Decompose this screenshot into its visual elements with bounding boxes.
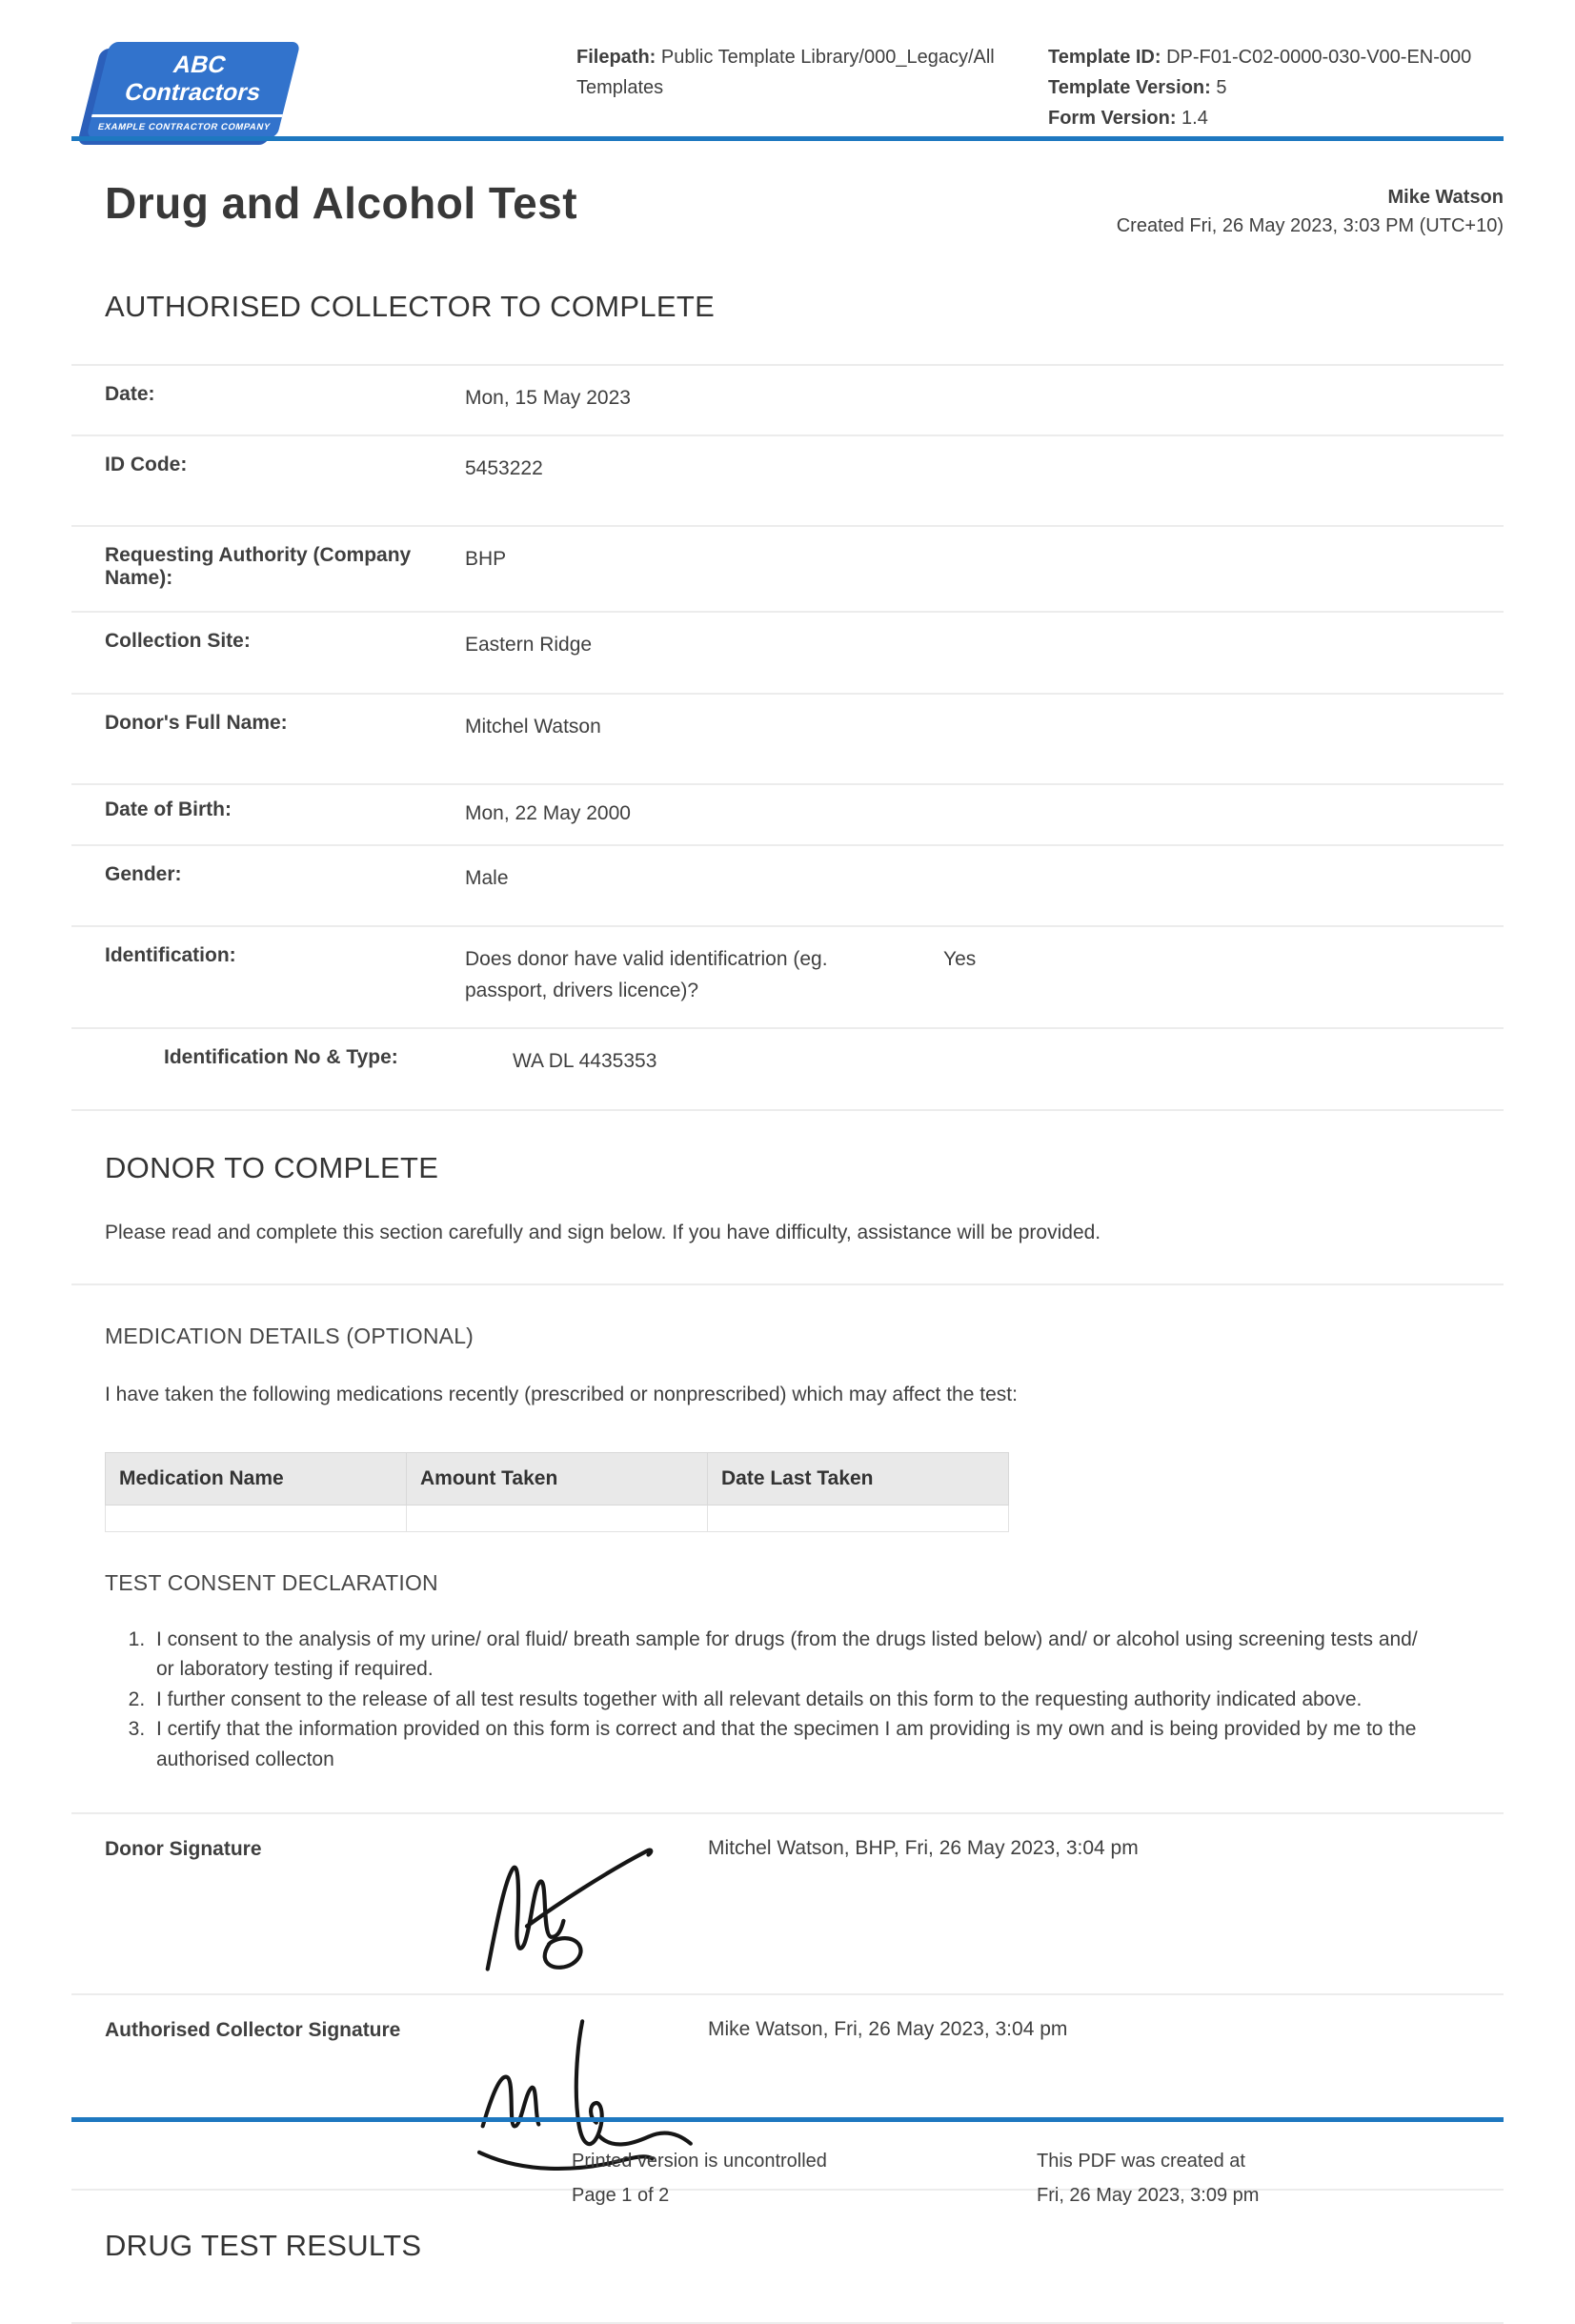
form-version-line <box>1048 103 1471 133</box>
field-row-gender <box>71 844 1504 926</box>
field-value: Mitchel Watson <box>465 715 601 738</box>
field-label: Donor's Full Name: <box>105 711 288 734</box>
footer-uncontrolled-note: Printed version is uncontrolled <box>572 2151 827 2172</box>
medication-table-header: Date Last Taken <box>708 1452 1009 1505</box>
created-timestamp: Created Fri, 26 May 2023, 3:03 PM (UTC+10) <box>1116 215 1504 236</box>
filepath-label: Filepath: <box>576 47 656 68</box>
section-heading-results: DRUG TEST RESULTS <box>105 2229 422 2263</box>
donor-signature-stroke <box>465 1833 675 1976</box>
footer-page-number: Page 1 of 2 <box>572 2185 670 2206</box>
page-title: Drug and Alcohol Test <box>105 178 578 228</box>
field-label: Requesting Authority (Company Name): <box>105 544 412 589</box>
field-label: Identification: <box>105 944 236 966</box>
created-block <box>1117 177 1504 240</box>
medication-block <box>71 1283 1504 1774</box>
medication-table-header: Medication Name <box>106 1452 407 1505</box>
company-logo-badge <box>86 42 300 138</box>
field-value <box>465 944 1504 1006</box>
footer-created-timestamp: Fri, 26 May 2023, 3:09 pm <box>1037 2185 1260 2206</box>
field-value: BHP <box>465 548 507 570</box>
section-heading-collector: AUTHORISED COLLECTOR TO COMPLETE <box>105 290 716 323</box>
field-value: Eastern Ridge <box>465 634 593 656</box>
field-label: Collection Site: <box>105 630 251 652</box>
company-logo-subtitle: EXAMPLE CONTRACTOR COMPANY <box>86 114 282 138</box>
field-row-identification-no <box>71 1027 1504 1109</box>
consent-heading: TEST CONSENT DECLARATION <box>105 1569 438 1595</box>
collector-signature-caption: Mike Watson, Fri, 26 May 2023, 3:04 pm <box>708 2018 1068 2041</box>
date-last-taken-cell <box>708 1505 1009 1531</box>
template-id-line <box>1048 42 1471 72</box>
field-value: Mon, 15 May 2023 <box>465 387 631 409</box>
title-row <box>71 141 1504 240</box>
amount-taken-cell <box>407 1505 708 1531</box>
template-version-value: 5 <box>1216 77 1227 98</box>
medication-name-cell <box>106 1505 407 1531</box>
field-value: Male <box>465 866 509 889</box>
footer-left <box>572 2144 827 2213</box>
template-version-line <box>1048 72 1471 103</box>
filepath-value: Public Template Library/000_Legacy/All Templates <box>576 47 995 98</box>
template-meta <box>1048 42 1471 133</box>
footer-right <box>1037 2144 1259 2213</box>
medication-table-header-row <box>106 1452 1009 1505</box>
section-divider <box>71 1109 1504 1248</box>
identification-question: Does donor have valid identificatrion (eg. passport, drivers licence)? <box>465 948 828 1001</box>
form-version-label: Form Version: <box>1048 108 1177 129</box>
footer-created-note: This PDF was created at <box>1037 2151 1245 2172</box>
consent-item: 2. I further consent to the release of all test results together with all relevant details on this form to the requesting authority indicated above. <box>151 1685 1427 1715</box>
filepath-meta <box>576 42 1024 103</box>
medication-heading: MEDICATION DETAILS (OPTIONAL) <box>105 1324 475 1349</box>
section-heading-donor: DONOR TO COMPLETE <box>105 1150 439 1184</box>
template-id-label: Template ID: <box>1048 47 1161 68</box>
author-name: Mike Watson <box>1387 187 1504 208</box>
donor-intro: Please read and complete this section carefully and sign below. If you have difficulty, assistance will be provided. <box>105 1221 1101 1243</box>
field-label: Gender: <box>105 862 182 885</box>
collector-fields <box>71 364 1504 1109</box>
document-body <box>71 141 1504 2324</box>
identification-answer: Yes <box>943 948 977 970</box>
donor-signature-label: Donor Signature <box>105 1838 262 1861</box>
field-row-collection-site <box>71 611 1504 693</box>
field-value: Mon, 22 May 2000 <box>465 802 631 824</box>
donor-signature-row <box>71 1812 1504 1993</box>
consent-list <box>105 1625 1427 1775</box>
consent-item: 1. I consent to the analysis of my urine/ oral fluid/ breath sample for drugs (from the drugs listed below) and/ or alcohol using screening tests and/ or laboratory testing if required. <box>151 1625 1427 1685</box>
field-label: Identification No & Type: <box>164 1046 398 1069</box>
consent-item: 3. I certify that the information provided on this form is correct and that the specimen I am providing is my own and is being provided by me to the authorised collecton <box>151 1714 1427 1774</box>
medication-table-row <box>106 1505 1009 1531</box>
page-header <box>71 36 1504 131</box>
field-row-donor-name <box>71 693 1504 784</box>
field-row-date-of-birth <box>71 783 1504 844</box>
field-value: WA DL 4435353 <box>513 1050 657 1073</box>
field-row-identification <box>71 925 1504 1027</box>
medication-table-header: Amount Taken <box>407 1452 708 1505</box>
footer-rule <box>71 2117 1504 2122</box>
field-label: Date of Birth: <box>105 798 232 820</box>
form-version-value: 1.4 <box>1181 108 1208 129</box>
field-label: ID Code: <box>105 453 188 475</box>
template-id-value: DP-F01-C02-0000-030-V00-EN-000 <box>1166 47 1472 68</box>
donor-signature-caption: Mitchel Watson, BHP, Fri, 26 May 2023, 3:04 pm <box>708 1837 1139 1860</box>
field-row-date <box>71 364 1504 434</box>
company-logo-title: ABC Contractors <box>122 51 264 106</box>
field-row-id-code <box>71 434 1504 526</box>
template-version-label: Template Version: <box>1048 77 1211 98</box>
donor-signature-image <box>465 1833 708 1976</box>
medication-intro: I have taken the following medications recently (prescribed or nonprescribed) which may affect the test: <box>105 1384 1018 1406</box>
medication-table <box>105 1452 1009 1532</box>
field-label: Date: <box>105 383 155 405</box>
company-logo <box>98 42 289 138</box>
field-row-requesting-authority <box>71 525 1504 611</box>
collector-signature-label: Authorised Collector Signature <box>105 2019 401 2042</box>
field-value: 5453222 <box>465 456 543 479</box>
